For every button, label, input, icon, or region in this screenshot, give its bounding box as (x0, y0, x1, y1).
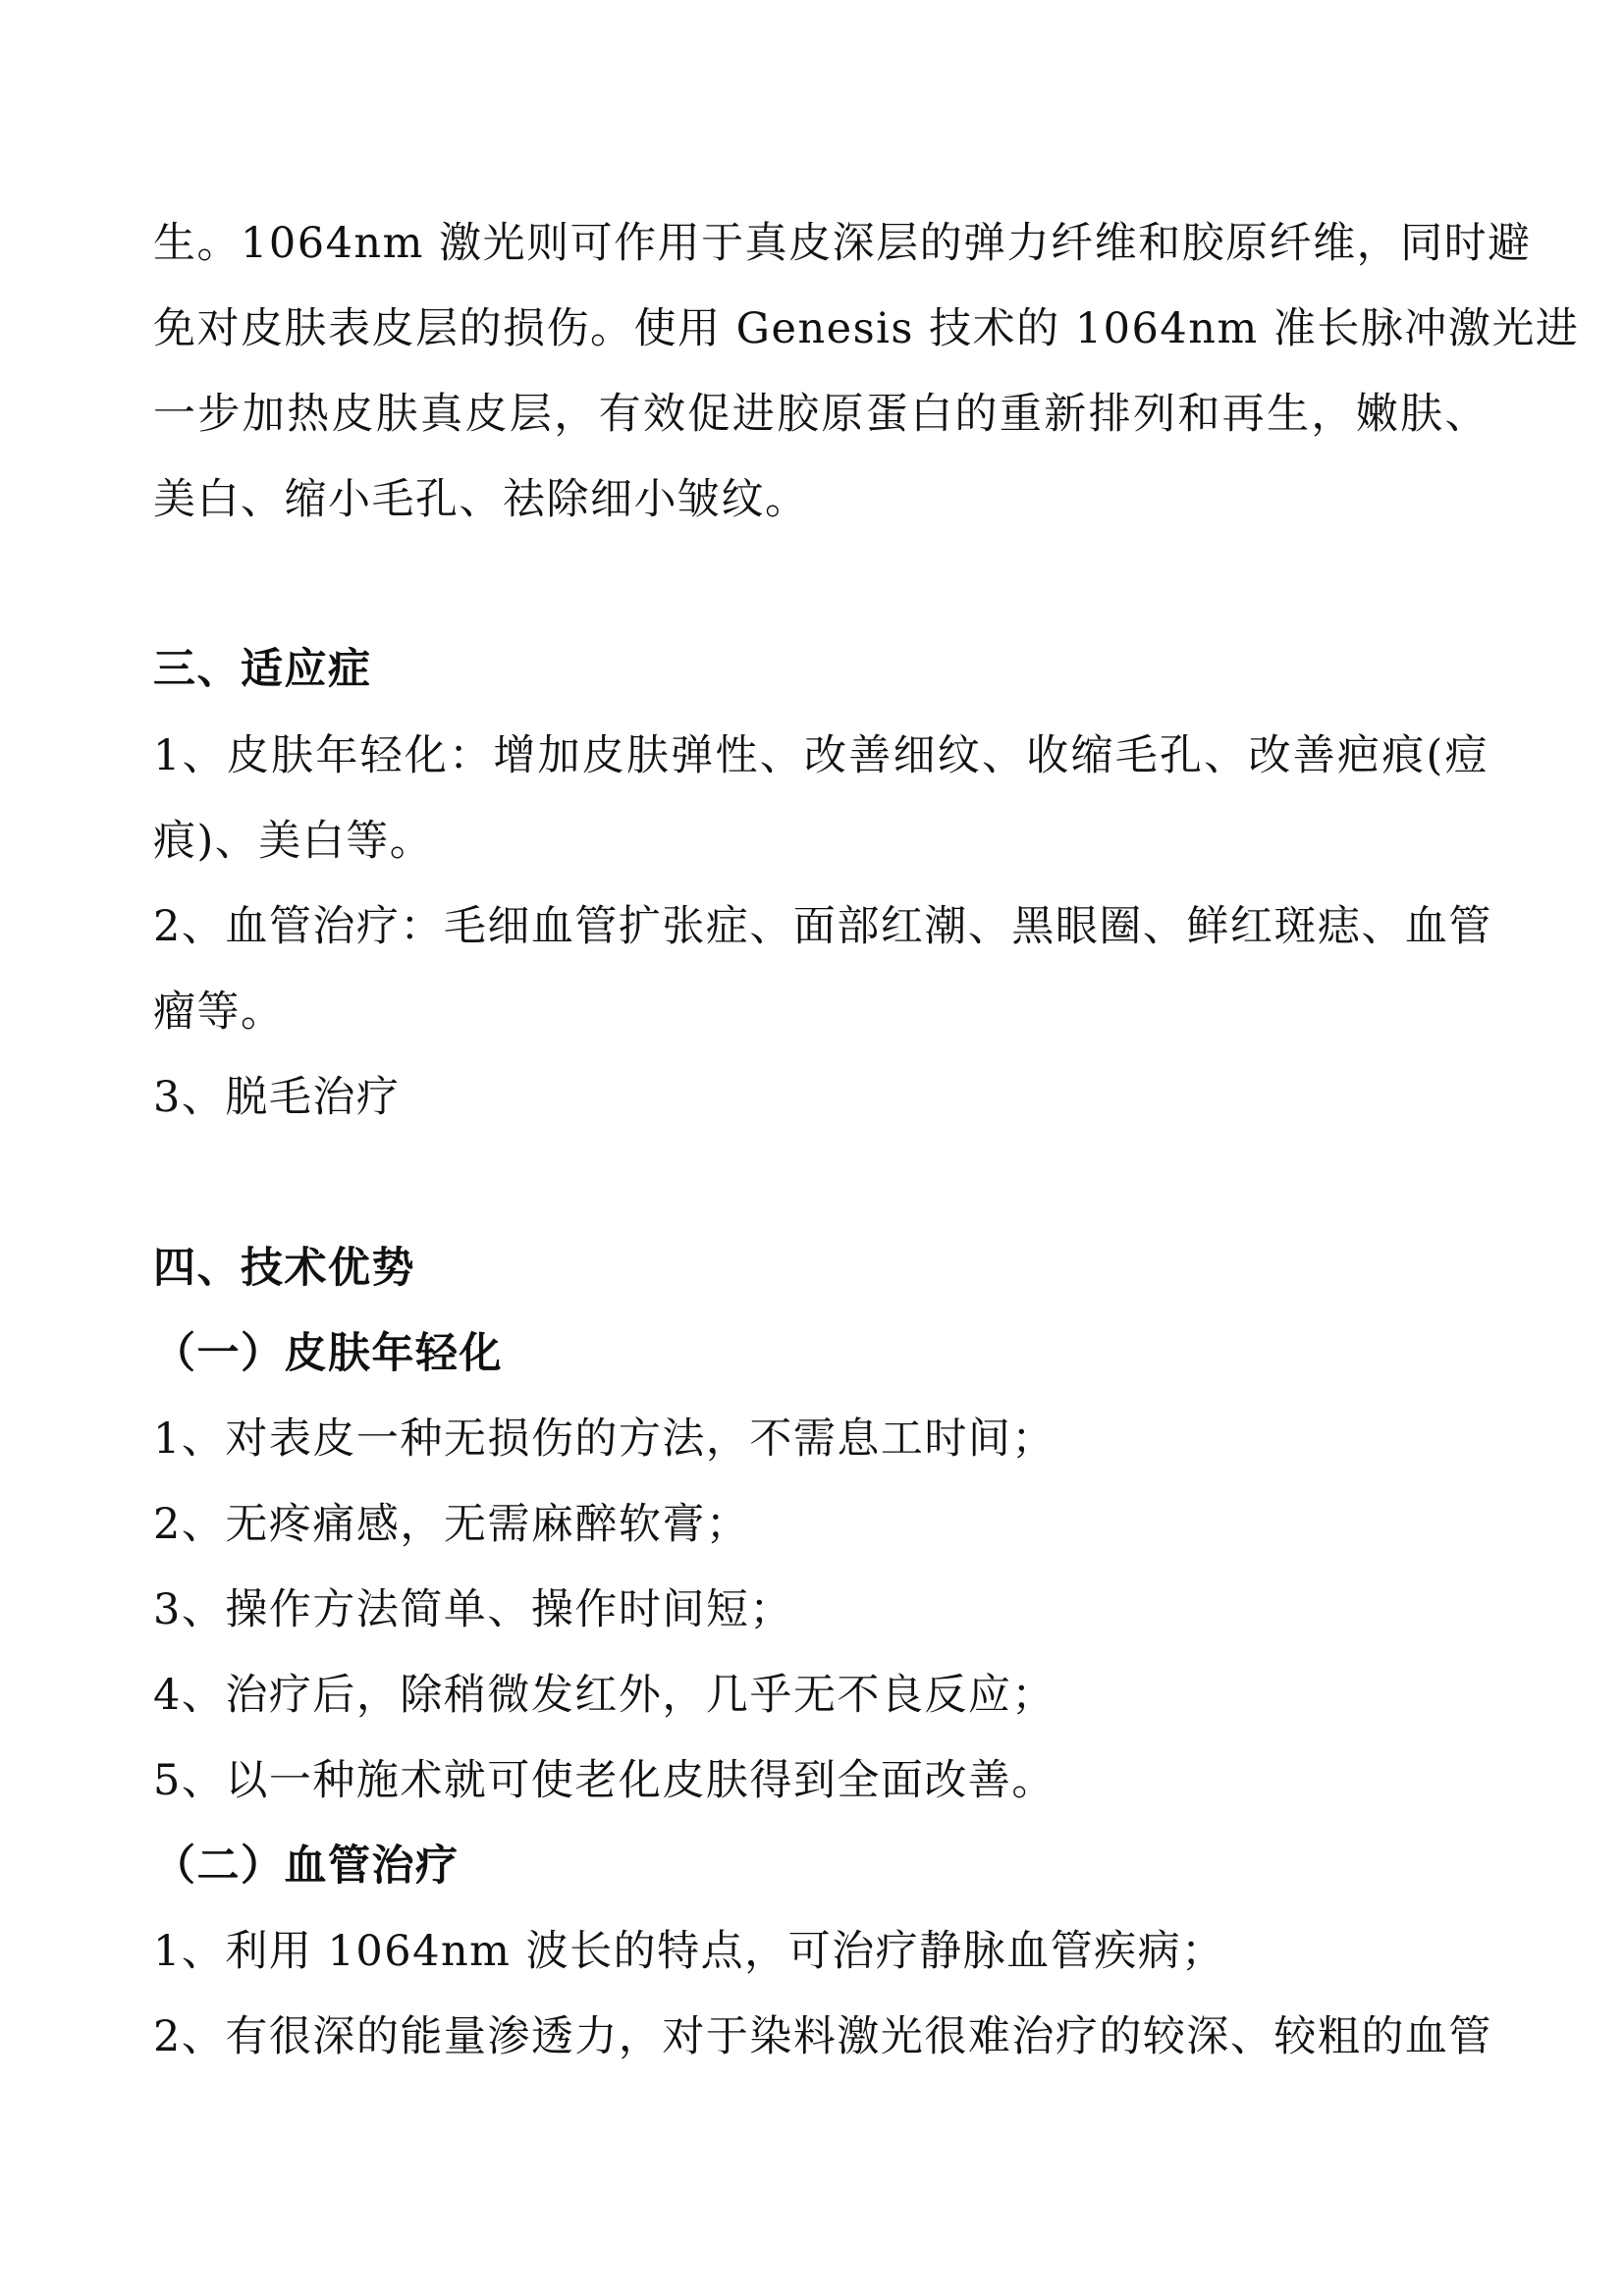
intro-line-3: 一步加热皮肤真皮层，有效促进胶原蛋白的重新排列和再生，嫩肤、 (153, 390, 1489, 439)
sub2-item-1: 1、利用 1064nm 波长的特点，可治疗静脉血管疾病； (153, 1927, 1225, 1976)
section4-sub1-title: （一）皮肤年轻化 (153, 1329, 503, 1378)
sub1-item-3: 3、操作方法简单、操作时间短； (153, 1585, 793, 1634)
sub1-item-2: 2、无疼痛感，无需麻醉软膏； (153, 1500, 750, 1549)
section3-item-1b: 痕)、美白等。 (153, 817, 434, 866)
intro-line-1: 生。1064nm 激光则可作用于真皮深层的弹力纤维和胶原纤维，同时避 (153, 219, 1532, 268)
section4-title: 四、技术优势 (153, 1244, 415, 1293)
section3-item-3: 3、脱毛治疗 (153, 1073, 401, 1122)
sub2-item-2: 2、有很深的能量渗透力，对于染料激光很难治疗的较深、较粗的血管 (153, 2012, 1492, 2061)
sub1-item-4: 4、治疗后，除稍微发红外，几乎无不良反应； (153, 1671, 1056, 1720)
section4-sub2-title: （二）血管治疗 (153, 1842, 460, 1891)
section3-item-2b: 瘤等。 (153, 988, 285, 1037)
intro-line-2: 免对皮肤表皮层的损伤。使用 Genesis 技术的 1064nm 准长脉冲激光进 (153, 304, 1580, 353)
sub1-item-5: 5、以一种施术就可使老化皮肤得到全面改善。 (153, 1756, 1056, 1805)
sub1-item-1: 1、对表皮一种无损伤的方法，不需息工时间； (153, 1415, 1056, 1464)
section3-title: 三、适应症 (153, 645, 372, 694)
section3-item-1a: 1、皮肤年轻化：增加皮肤弹性、改善细纹、收缩毛孔、改善疤痕(痘 (153, 731, 1489, 780)
intro-line-4: 美白、缩小毛孔、祛除细小皱纹。 (153, 475, 809, 524)
section3-item-2a: 2、血管治疗：毛细血管扩张症、面部红潮、黑眼圈、鲜红斑痣、血管 (153, 902, 1492, 951)
